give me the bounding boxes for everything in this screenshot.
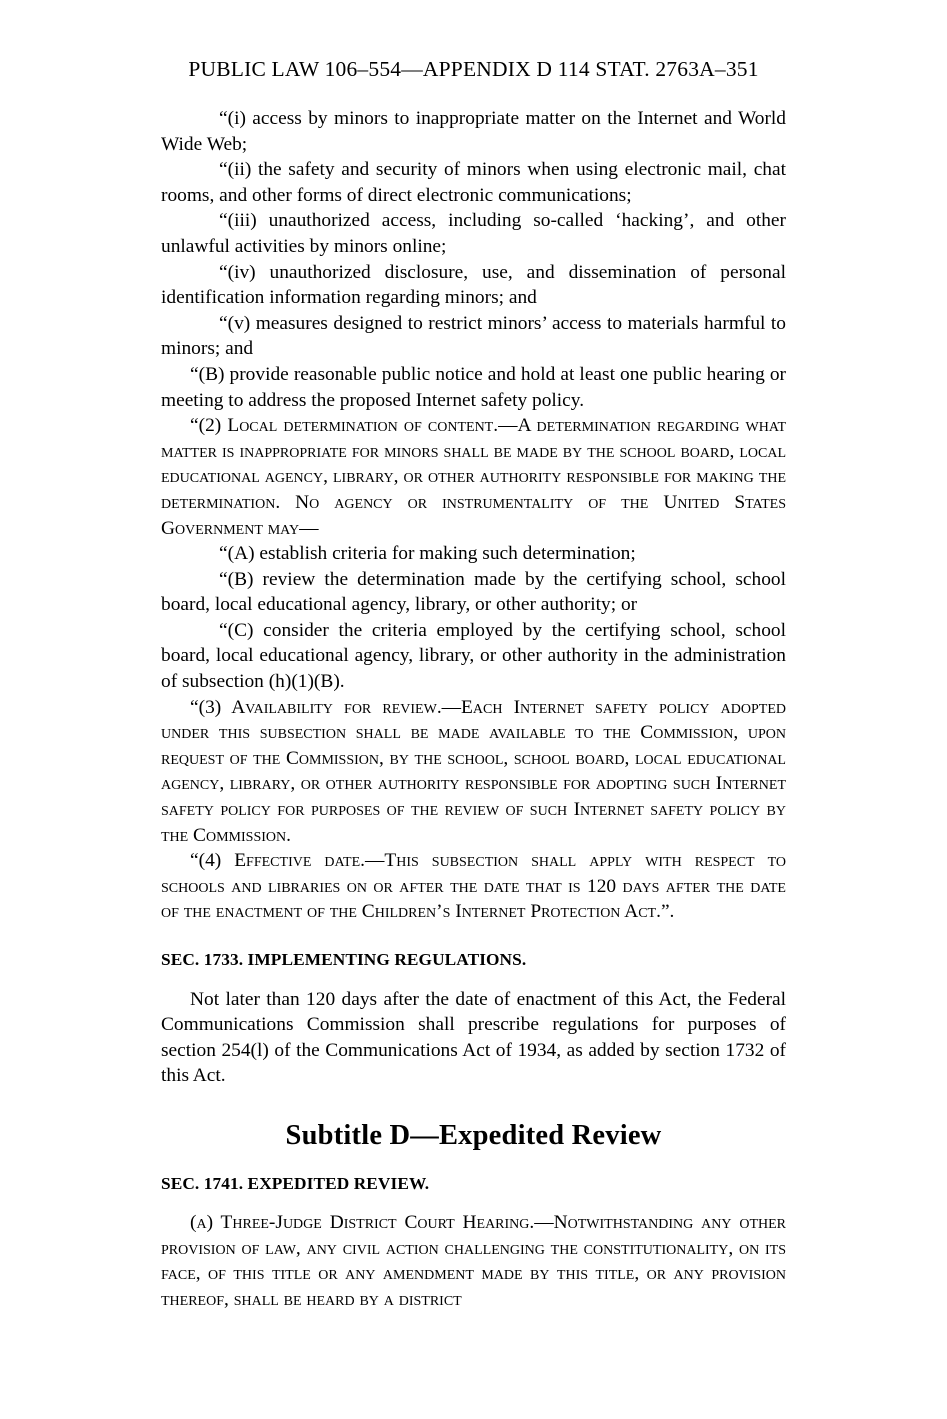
paragraph-local-determination: “(2) Local determination of content.—A determination regarding what matter is inappropriate for minors shall be made by the school board, local educational agency, library, or other authority responsible for making the determination. No agency or instrumentality of the United States Government may— bbox=[161, 415, 786, 539]
section-heading-1741: SEC. 1741. EXPEDITED REVIEW. bbox=[161, 1173, 430, 1193]
body-column bbox=[161, 106, 786, 1313]
section-heading-1733: SEC. 1733. IMPLEMENTING REGULATIONS. bbox=[161, 950, 527, 969]
paragraph-clause-v: “(v) measures designed to restrict minors’ access to materials harmful to minors; and bbox=[161, 312, 786, 360]
paragraph-clause-iii: “(iii) unauthorized access, including so-called ‘hacking’, and other unlawful activities by minors online; bbox=[161, 210, 786, 257]
subtitle-d-title: Subtitle D—Expedited Review bbox=[285, 1119, 662, 1151]
running-head: PUBLIC LAW 106–554—APPENDIX D 114 STAT. 2763A–351 bbox=[188, 57, 759, 81]
paragraph-item-a: “(A) establish criteria for making such determination; bbox=[219, 543, 636, 565]
section-1741-text: (a) Three-Judge District Court Hearing.—Notwithstanding any other provision of law, any civil action challenging the constitutionality, on its face, of this title or any amendment made by this title, or any provision thereof, shall be heard by a district bbox=[161, 1212, 786, 1310]
section-1733-text: Not later than 120 days after the date of enactment of this Act, the Federal Communications Commission shall prescribe regulations for purposes of section 254(l) of the Communications Act of 1934, as added by section 1732 of this Act. bbox=[161, 988, 786, 1087]
paragraph-clause-i: “(i) access by minors to inappropriate matter on the Internet and World Wide Web; bbox=[161, 108, 786, 155]
paragraph-effective-date: “(4) Effective date.—This subsection shall apply with respect to schools and libraries on or after the date that is 120 days after the date of the enactment of the Children’s Internet Protection Act.”. bbox=[161, 850, 786, 923]
paragraph-item-c: “(C) consider the criteria employed by the certifying school, school board, local educational agency, library, or other authority in the administration of subsection (h)(1)(B). bbox=[161, 619, 786, 693]
paragraph-item-b: “(B) review the determination made by the certifying school, school board, local educational agency, library, or other authority; or bbox=[161, 568, 786, 616]
paragraph-availability-for-review: “(3) Availability for review.—Each Internet safety policy adopted under this subsection shall be made available to the Commission, upon request of the Commission, by the school, school board, local educational agency, library, or other authority responsible for adopting such Internet safety policy for purposes of the review of such Internet safety policy by the Commission. bbox=[161, 696, 786, 846]
paragraph-subparagraph-b: “(B) provide reasonable public notice and hold at least one public hearing or meeting to address the proposed Internet safety policy. bbox=[161, 363, 786, 411]
paragraph-clause-iv: “(iv) unauthorized disclosure, use, and dissemination of personal identification information regarding minors; and bbox=[161, 261, 786, 309]
paragraph-clause-ii: “(ii) the safety and security of minors when using electronic mail, chat rooms, and other forms of direct electronic communications; bbox=[161, 159, 786, 206]
